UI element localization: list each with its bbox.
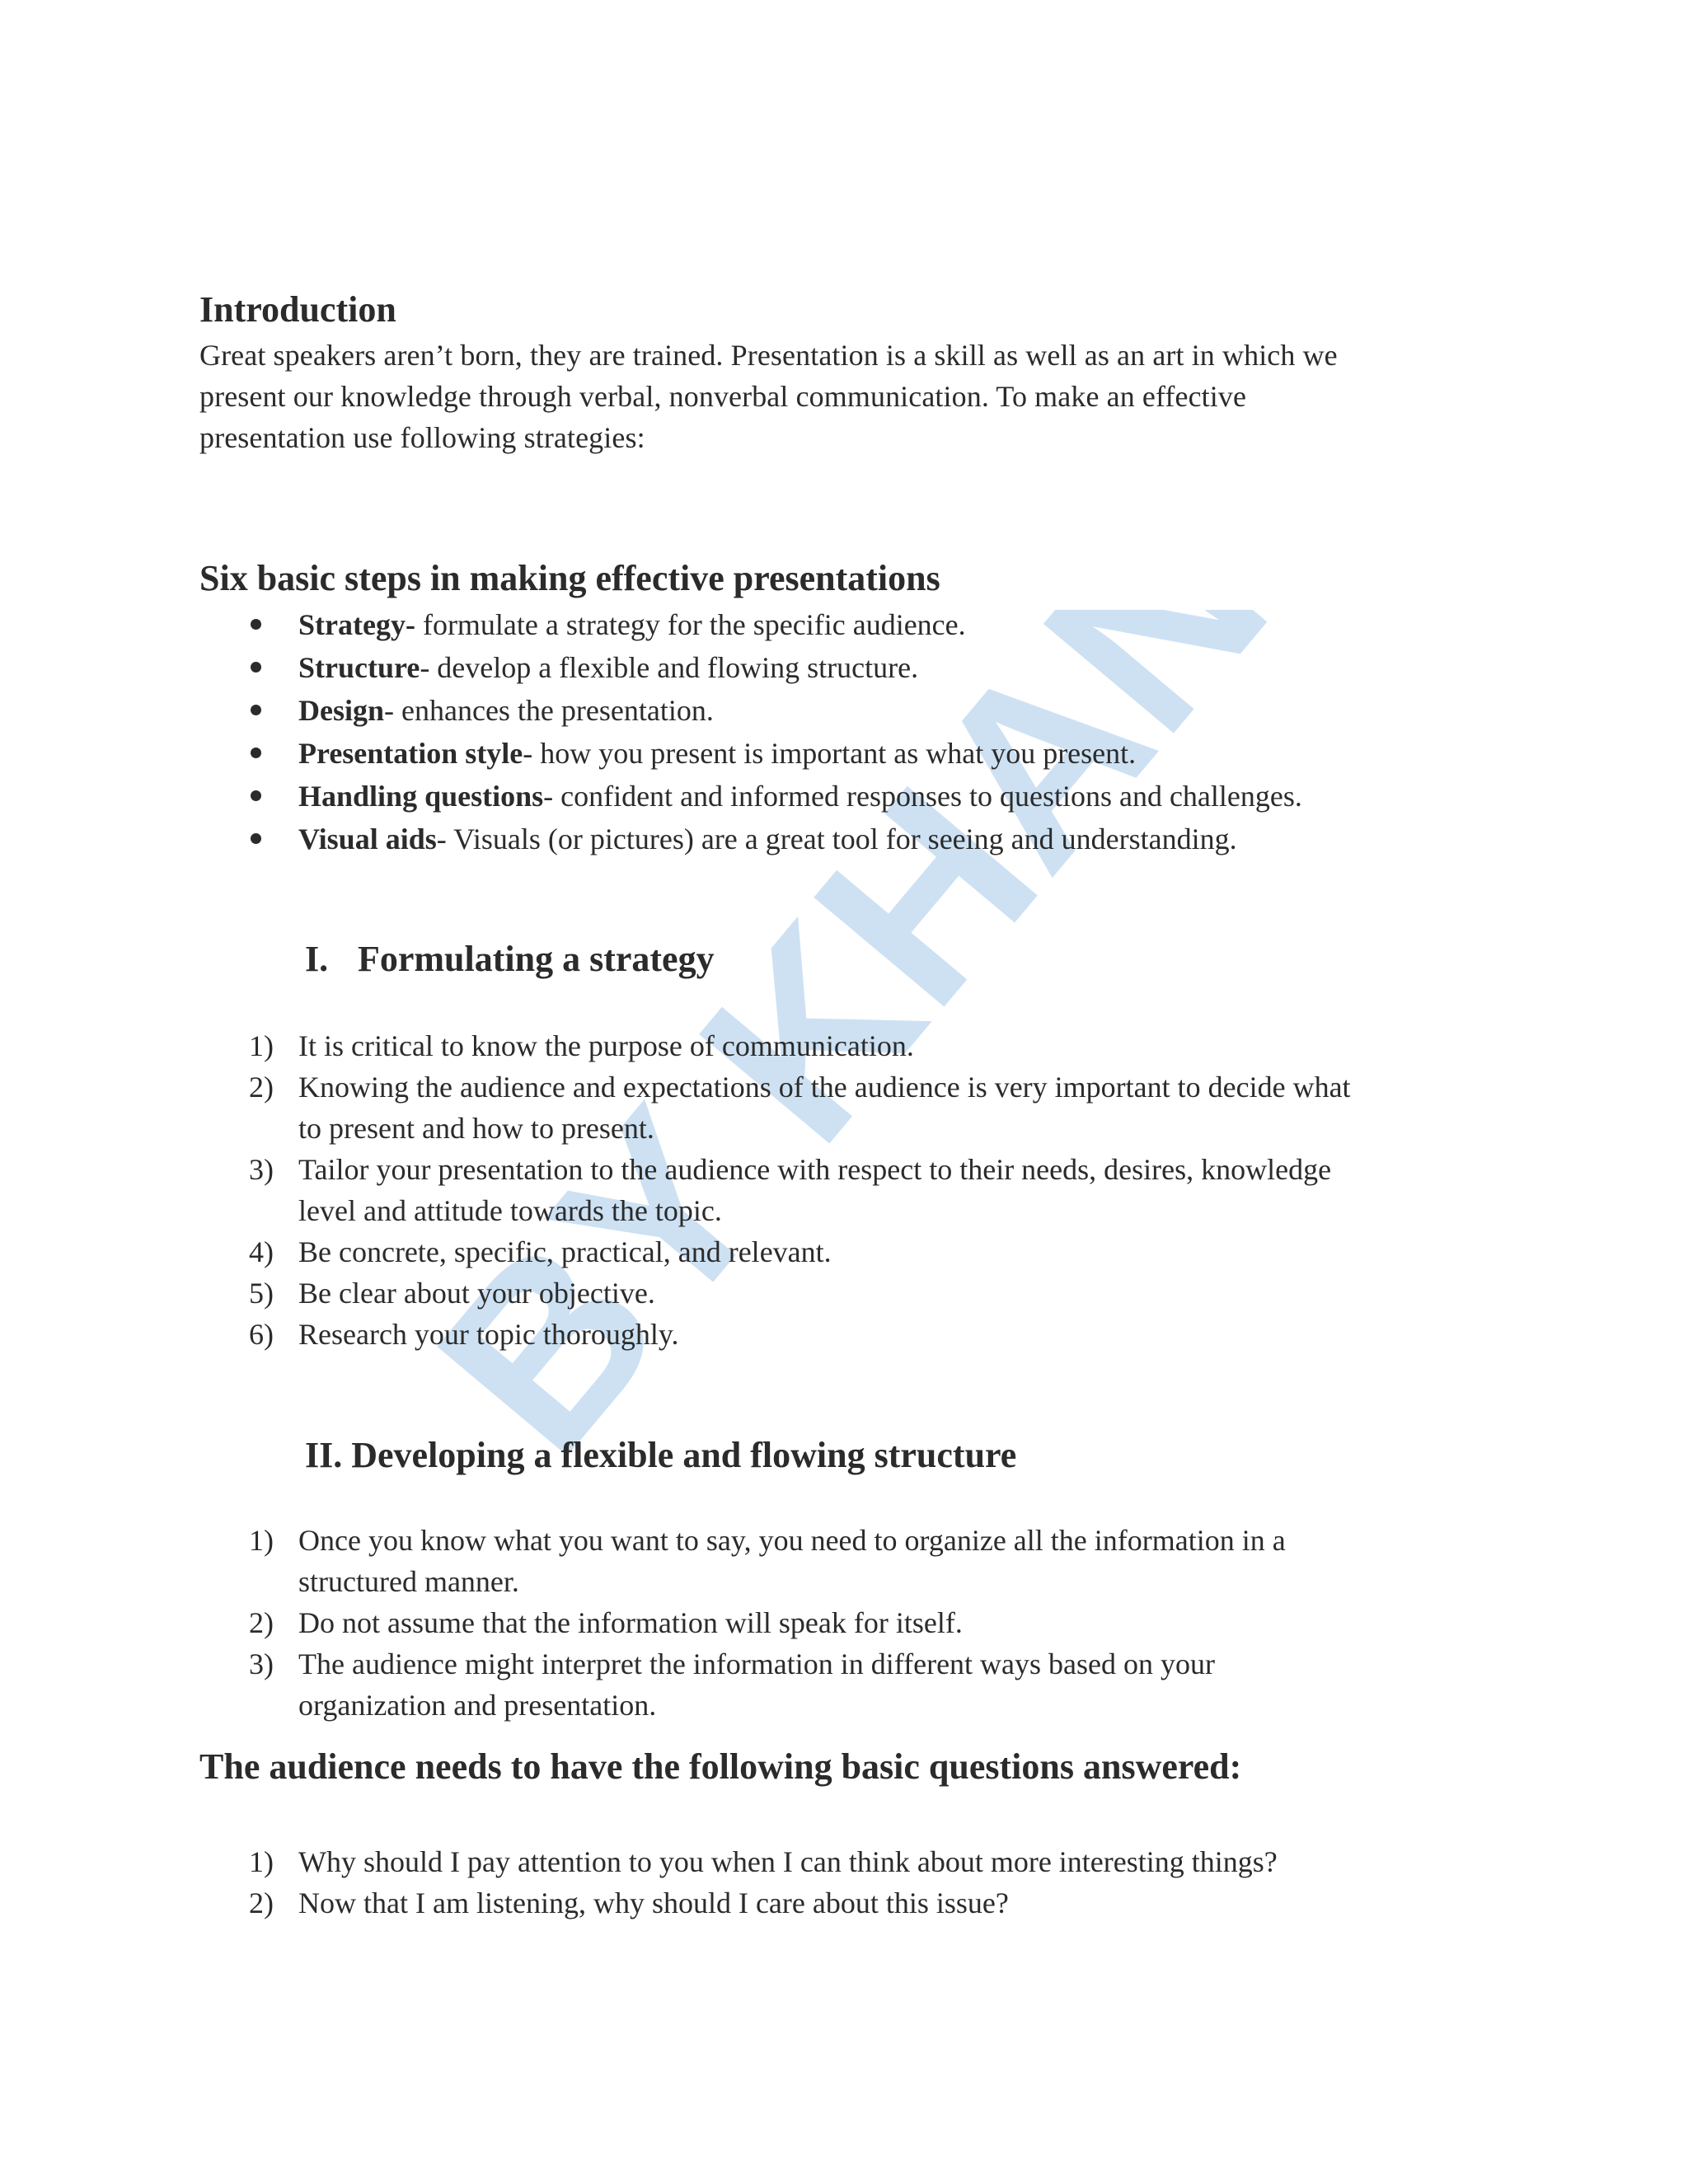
list-item (199, 1025, 1485, 1066)
step-term: Strategy- (298, 608, 415, 641)
item-number: 2) (249, 1886, 274, 1919)
step-text: - enhances the presentation. (384, 694, 714, 727)
step-term: Presentation style (298, 737, 523, 770)
item-number: 3) (249, 1153, 274, 1186)
bullet-icon (251, 790, 261, 801)
bullet-icon (251, 833, 261, 844)
item-number: 2) (249, 1606, 274, 1639)
step-text: - develop a flexible and flowing structure. (420, 651, 919, 684)
list-item (199, 818, 1485, 860)
item-line: Once you know what you want to say, you need to organize all the information in a (298, 1524, 1286, 1557)
item-number: 5) (249, 1277, 274, 1310)
item-number: 6) (249, 1318, 274, 1351)
step-term: Structure (298, 651, 420, 684)
section-number: I. (305, 939, 329, 979)
item-line: structured manner. (298, 1565, 519, 1598)
item-line: Why should I pay attention to you when I can think about more interesting things? (298, 1845, 1278, 1878)
item-number: 1) (249, 1845, 274, 1878)
audience-list (199, 1841, 1485, 1924)
item-line: organization and presentation. (298, 1689, 657, 1722)
intro-line: presentation use following strategies: (199, 421, 645, 454)
list-item (199, 775, 1485, 818)
section-title: Formulating a strategy (358, 939, 715, 979)
document-content (199, 285, 1485, 1924)
intro-line: Great speakers aren’t born, they are trained. Presentation is a skill as well as an art in which we (199, 339, 1338, 372)
item-line: Research your topic thoroughly. (298, 1318, 679, 1351)
list-item (199, 1643, 1485, 1726)
list-item (199, 1272, 1485, 1314)
step-term: Visual aids (298, 823, 437, 855)
list-item (199, 646, 1485, 689)
item-line: Now that I am listening, why should I care about this issue? (298, 1886, 1009, 1919)
item-line: Tailor your presentation to the audience with respect to their needs, desires, knowledge (298, 1153, 1332, 1186)
list-item (199, 603, 1485, 646)
step-text: - how you present is important as what you present. (523, 737, 1137, 770)
bullet-icon (251, 705, 261, 715)
audience-heading: The audience needs to have the following basic questions answered: (199, 1746, 1242, 1787)
bullet-icon (251, 662, 261, 673)
section-2-list (199, 1520, 1485, 1726)
list-item (199, 732, 1485, 775)
step-term: Design (298, 694, 385, 727)
step-text: - Visuals (or pictures) are a great tool for seeing and understanding. (436, 823, 1237, 855)
item-number: 3) (249, 1647, 274, 1680)
step-text: - confident and informed responses to questions and challenges. (543, 780, 1302, 813)
six-steps-heading: Six basic steps in making effective presentations (199, 558, 940, 598)
intro-heading: Introduction (199, 289, 396, 330)
item-number: 1) (249, 1524, 274, 1557)
item-line: Be clear about your objective. (298, 1277, 655, 1310)
item-line: It is critical to know the purpose of communication. (298, 1029, 914, 1062)
bullet-icon (251, 748, 261, 758)
list-item (199, 1149, 1485, 1231)
item-number: 1) (249, 1029, 274, 1062)
list-item (199, 1314, 1485, 1355)
item-number: 4) (249, 1235, 274, 1268)
list-item (199, 1841, 1485, 1882)
item-line: Do not assume that the information will speak for itself. (298, 1606, 963, 1639)
item-line: to present and how to present. (298, 1112, 654, 1145)
watermark-text: BY KHAN (384, 610, 1319, 1502)
item-line: Be concrete, specific, practical, and relevant. (298, 1235, 832, 1268)
intro-line: present our knowledge through verbal, nonverbal communication. To make an effective (199, 380, 1247, 413)
section-1-heading (199, 935, 1485, 984)
step-text: formulate a strategy for the specific audience. (415, 608, 966, 641)
six-steps-list (199, 603, 1485, 860)
list-item (199, 1520, 1485, 1602)
list-item (199, 1066, 1485, 1149)
bullet-icon (251, 619, 261, 630)
item-line: level and attitude towards the topic. (298, 1194, 722, 1227)
section-2-heading: II. Developing a flexible and flowing structure (305, 1435, 1017, 1475)
step-term: Handling questions (298, 780, 544, 813)
item-number: 2) (249, 1071, 274, 1104)
section-1-list (199, 1025, 1485, 1355)
list-item (199, 689, 1485, 732)
list-item (199, 1882, 1485, 1924)
list-item (199, 1602, 1485, 1643)
list-item (199, 1231, 1485, 1272)
item-line: Knowing the audience and expectations of the audience is very important to decide what (298, 1071, 1351, 1104)
intro-paragraph (199, 335, 1485, 458)
item-line: The audience might interpret the information in different ways based on your (298, 1647, 1215, 1680)
